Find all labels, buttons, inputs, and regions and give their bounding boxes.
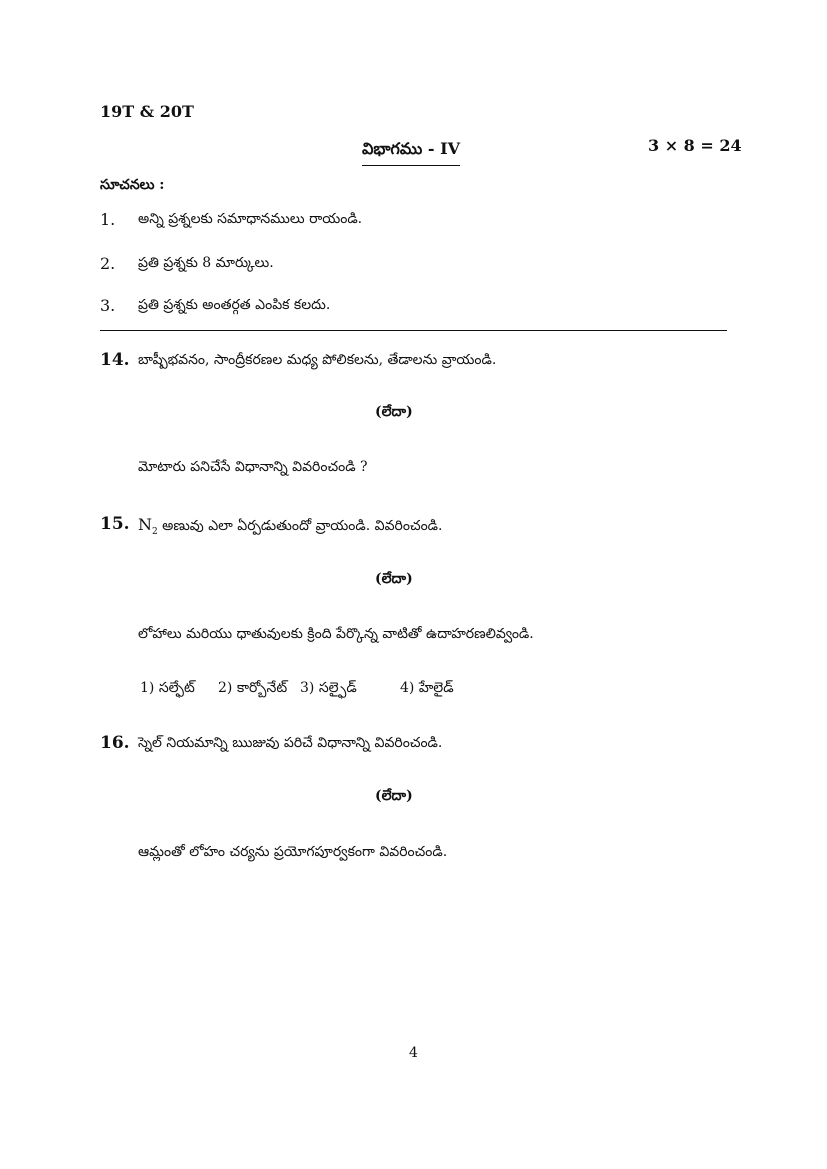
- question-number: 14.: [100, 350, 130, 370]
- section-title: విభాగము - IV: [362, 139, 460, 166]
- option-item: 2) కార్బోనేట్: [218, 680, 288, 696]
- alternative-question-text: లోహాలు మరియు ధాతువులకు క్రింది పేర్కొన్న వాటితో ఉదాహరణలివ్వండి.: [138, 626, 534, 642]
- page-number: 4: [409, 1045, 418, 1061]
- question-text-rest: అణువు ఎలా ఏర్పడుతుందో వ్రాయండి. వివరించండి.: [157, 518, 443, 534]
- or-label: (లేదా): [375, 571, 413, 587]
- instruction-text: అన్ని ప్రశ్నలకు సమాధానములు రాయండి.: [138, 211, 363, 227]
- instruction-number: 2.: [100, 254, 116, 273]
- question-text: బాష్పీభవనం, సాంద్రీకరణల మధ్య పోలికలను, తేడాలను వ్రాయండి.: [138, 352, 497, 368]
- chemical-subscript: 2: [152, 526, 158, 537]
- or-label: (లేదా): [375, 404, 413, 420]
- instruction-text: ప్రతి ప్రశ్నకు అంతర్గత ఎంపిక కలదు.: [138, 297, 331, 313]
- paper-code: 19T & 20T: [100, 102, 194, 121]
- section-divider: [100, 330, 727, 331]
- question-number: 16.: [100, 733, 130, 753]
- instruction-text: ప్రతి ప్రశ్నకు 8 మార్కులు.: [138, 255, 274, 271]
- question-text: [138, 515, 443, 537]
- alternative-question-text: ఆమ్లంతో లోహం చర్యను ప్రయోగపూర్వకంగా వివరించండి.: [138, 844, 448, 860]
- option-item: 4) హేలైడ్: [400, 680, 454, 696]
- chemical-symbol: N: [138, 515, 152, 534]
- alternative-question-text: మోటారు పనిచేసే విధానాన్ని వివరించండి ?: [138, 459, 368, 475]
- option-item: 3) సల్ఫైడ్: [300, 680, 357, 696]
- instruction-number: 3.: [100, 296, 116, 315]
- marks-formula: 3 × 8 = 24: [648, 136, 742, 155]
- instructions-heading: సూచనలు :: [100, 177, 165, 193]
- option-item: 1) సల్ఫేట్: [140, 680, 195, 696]
- instruction-number: 1.: [100, 210, 116, 229]
- question-number: 15.: [100, 514, 130, 534]
- or-label: (లేదా): [375, 788, 413, 804]
- question-text: స్నెల్ నియమాన్ని ఋజువు పరిచే విధానాన్ని వివరించండి.: [138, 735, 443, 751]
